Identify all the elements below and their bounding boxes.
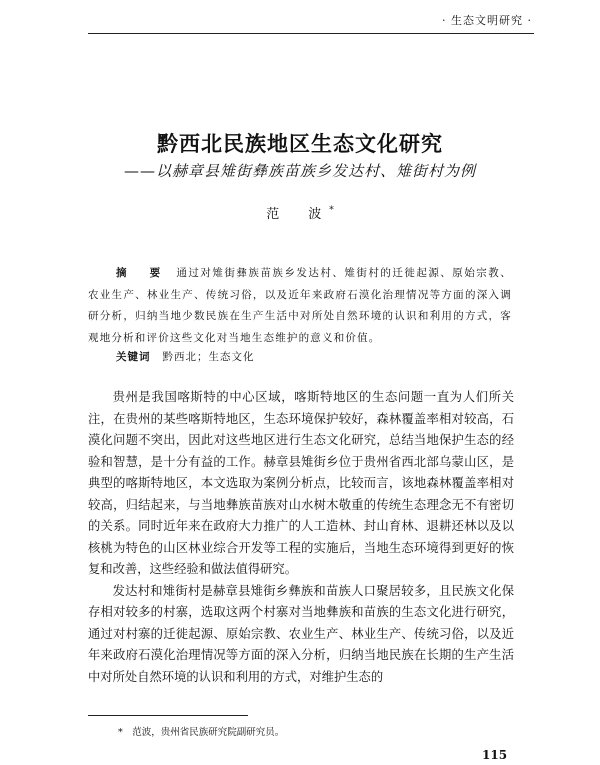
abstract-text: 通过对雉街彝族苗族乡发达村、雉街村的迁徙起源、原始宗教、农业生产、林业生产、传统习俗，以及近年来政府石漠化治理情况等方面的深入调研分析，归纳当地少数民族在生产生活中对所处自然环境的认识和利用的方式，客观地分析和评价这些文化对当地生态维护的意义和价值。	[88, 267, 512, 344]
author-footnote-mark: *	[329, 205, 334, 216]
author-name: 范 波	[266, 207, 330, 222]
abstract	[88, 263, 512, 349]
body-paragraph: 贵州是我国喀斯特的中心区域，喀斯特地区的生态问题一直为人们所关注，在贵州的某些喀斯特地区，生态环境保护较好，森林覆盖率相对较高，石漠化问题不突出，因此对这些地区进行生态文化研究，总结当地保护生态的经验和智慧，是十分有益的工作。赫章县雉街乡位于贵州省西北部乌蒙山区，是典型的喀斯特地区，本文选取为案例分析点，比较而言，该地森林覆盖率相对较高，归结起来，与当地彝族苗族对山水树木敬重的传统生态理念无不有密切的关系。同时近年来在政府大力推广的人工造林、封山育林、退耕还林以及以核桃为特色的山区林业综合开发等工程的实施后，当地生态环境得到更好的恢复和改善，这些经验和做法值得研究。	[88, 390, 514, 576]
footnote: * 范波，贵州省民族研究院副研究员。	[118, 727, 285, 738]
article-subtitle: ——以赫章县雉街彝族苗族乡发达村、雉街村为例	[123, 162, 476, 180]
footnote-rule	[88, 715, 248, 716]
abstract-label: 摘 要	[116, 267, 167, 279]
header-rule	[88, 33, 534, 34]
author	[0, 203, 600, 222]
keywords	[116, 349, 512, 364]
article-body	[88, 387, 514, 688]
keywords-text: 黔西北；生态文化	[162, 351, 255, 363]
journal-section-header: · 生态文明研究 ·	[442, 14, 532, 27]
page-number: 115	[482, 748, 508, 762]
body-paragraph: 发达村和雉街村是赫章县雉街乡彝族和苗族人口聚居较多，且民族文化保存相对较多的村寨，选取这两个村寨对当地彝族和苗族的生态文化进行研究，通过对村寨的迁徙起源、原始宗教、农业生产、林业生产、传统习俗，以及近年来政府石漠化治理情况等方面的深入分析，归纳当地民族在长期的生产生活中对所处自然环境的认识和利用的方式，对维护生态的	[88, 583, 514, 684]
article-title: 黔西北民族地区生态文化研究	[157, 131, 443, 156]
keywords-label: 关键词	[116, 351, 151, 363]
